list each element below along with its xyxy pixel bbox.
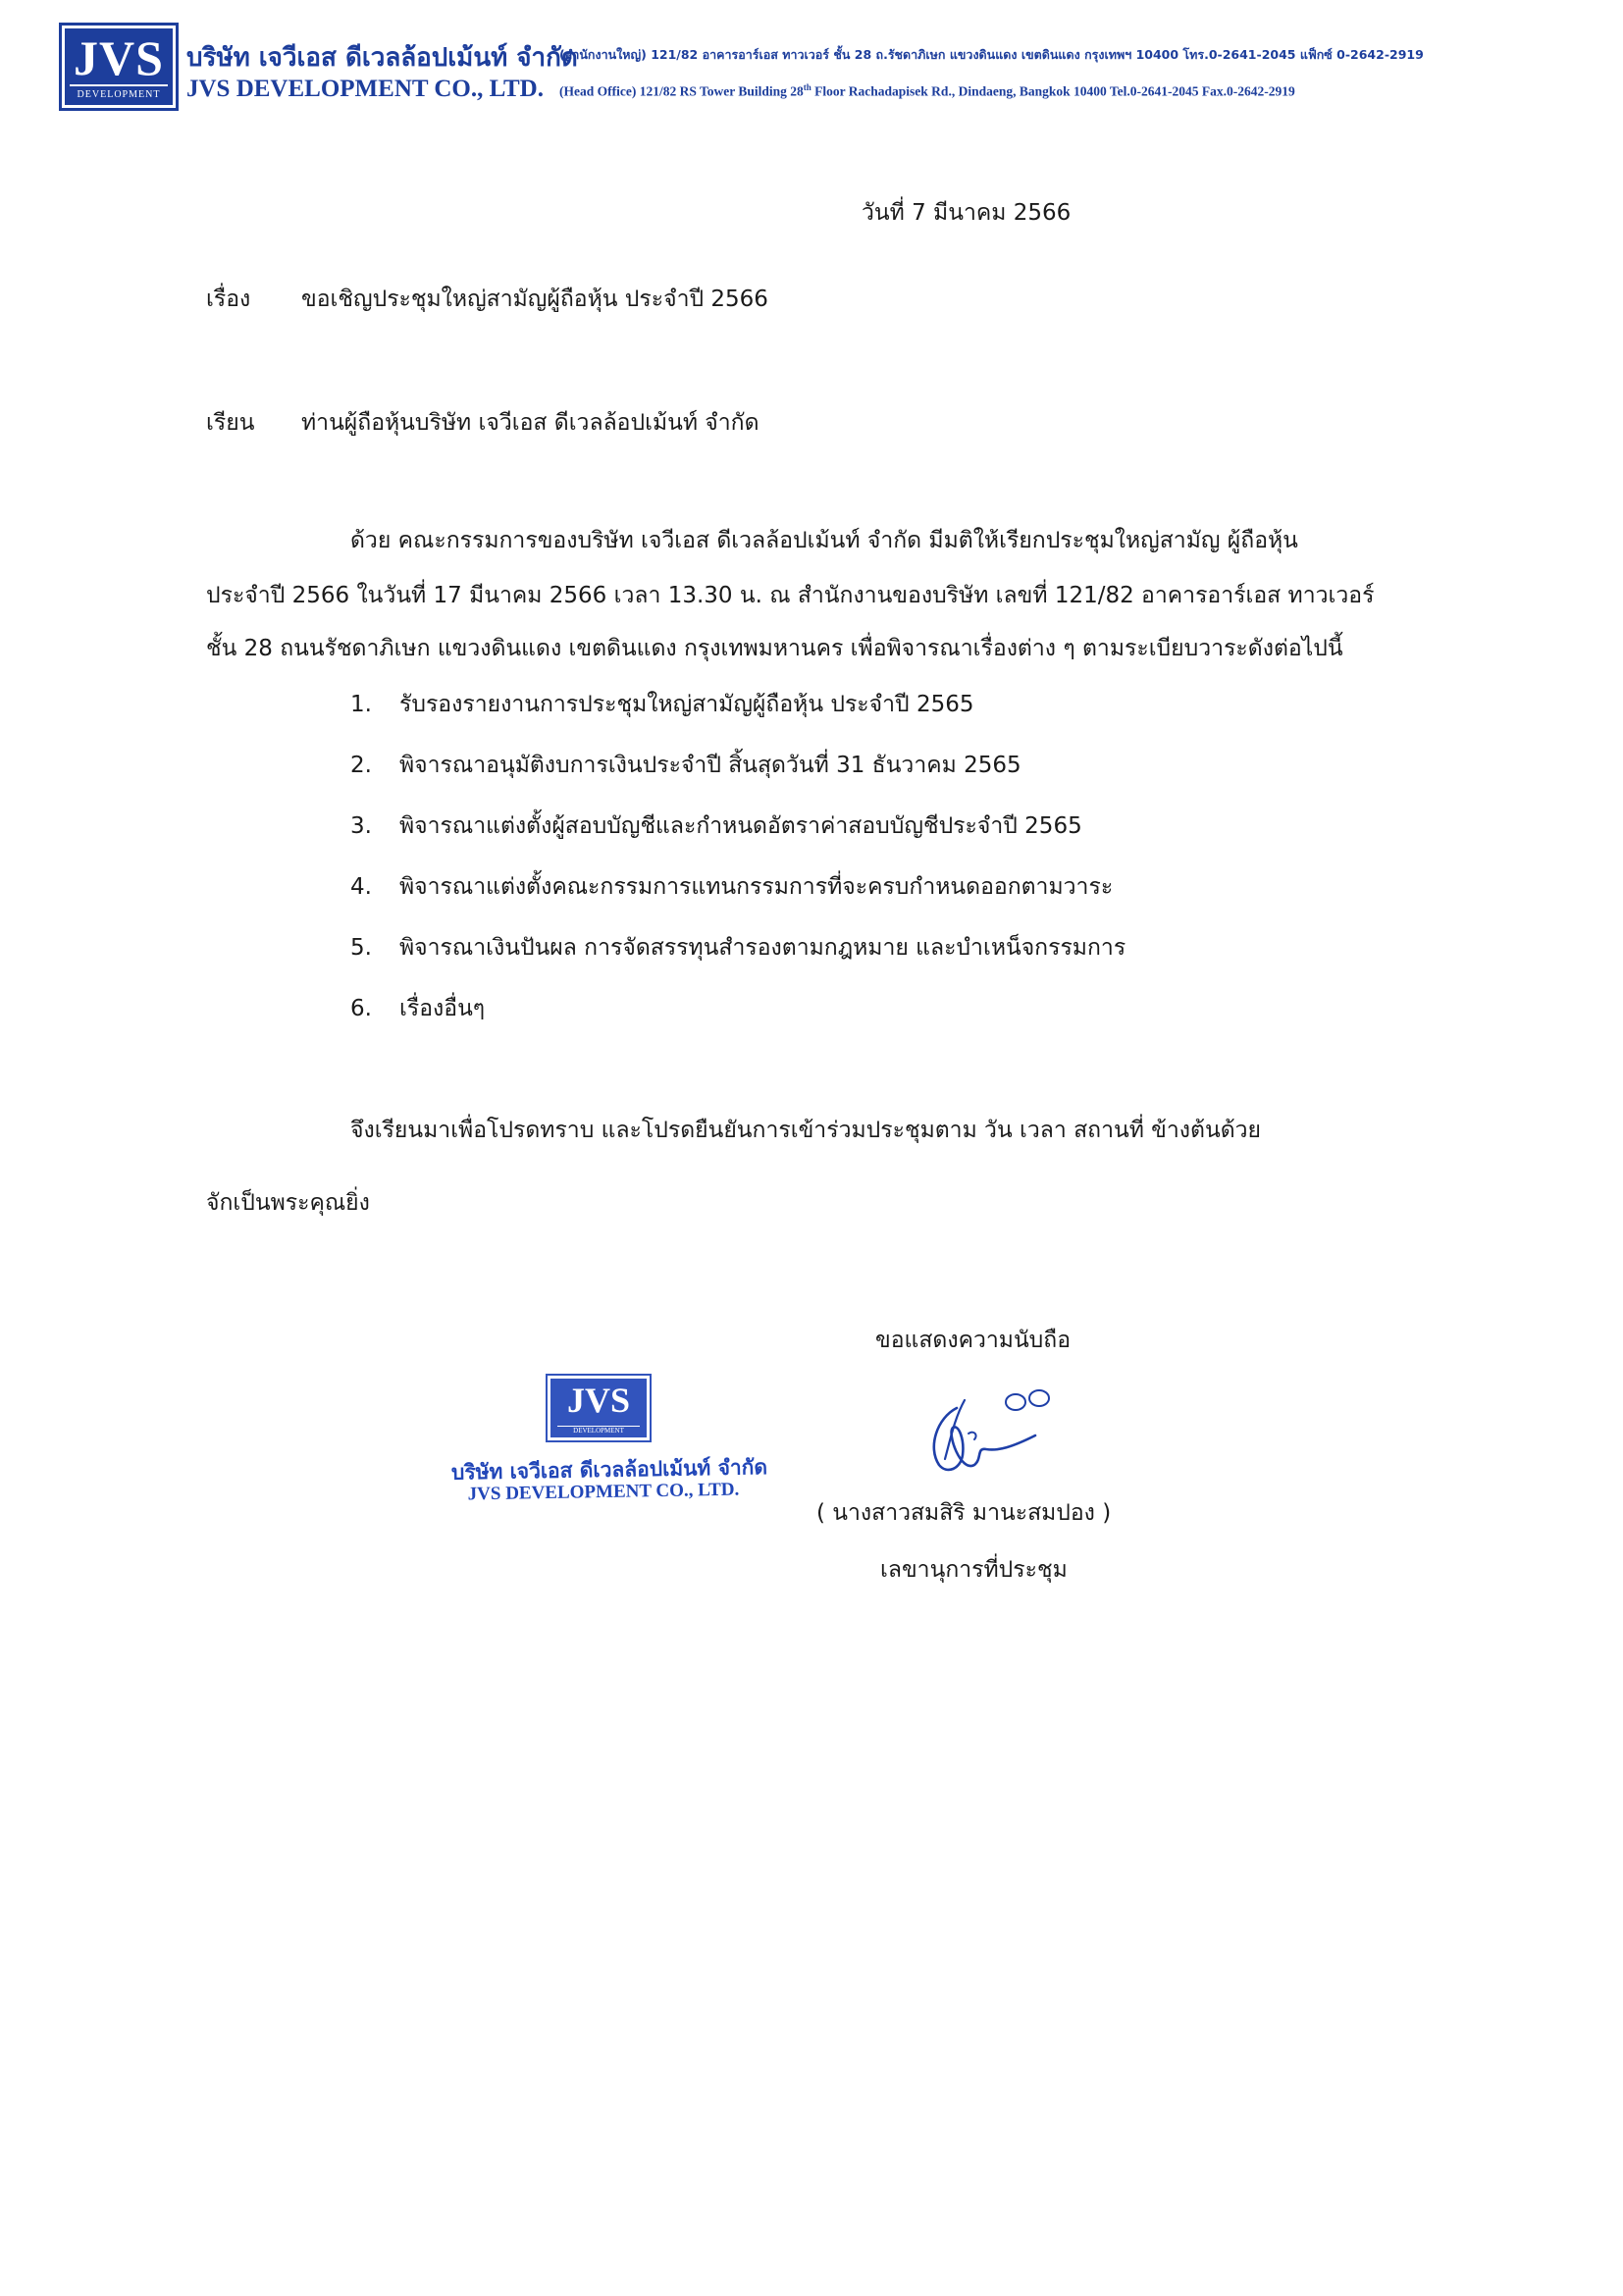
handwritten-signature xyxy=(917,1379,1074,1487)
agenda-item: 4. พิจารณาแต่งตั้งคณะกรรมการแทนกรรมการที่จะครบกำหนดออกตามวาระ xyxy=(350,874,1114,900)
stamp-logo-text: JVS xyxy=(566,1381,631,1420)
stamp-company-thai: บริษัท เจวีเอส ดีเวลล้อปเม้นท์ จำกัด xyxy=(450,1455,768,1485)
agenda-item: 2. พิจารณาอนุมัติงบการเงินประจำปี สิ้นสุดวันที่ 31 ธันวาคม 2565 xyxy=(350,753,1021,778)
recipient-label: เรียน xyxy=(206,410,255,436)
letter-date: วันที่ 7 มีนาคม 2566 xyxy=(862,200,1072,226)
company-logo xyxy=(59,23,179,111)
body-line: ประจำปี 2566 ในวันที่ 17 มีนาคม 2566 เวลา 13.30 น. ณ สำนักงานของบริษัท เลขที่ 121/82 อาคารอาร์เอส ทาวเวอร์ xyxy=(206,583,1375,608)
body-line: ชั้น 28 ถนนรัชดาภิเษก แขวงดินแดง เขตดินแดง กรุงเทพมหานคร เพื่อพิจารณาเรื่องต่าง ๆ ตามระเบียบวาระดังต่อไปนี้ xyxy=(206,636,1343,661)
sign-off: ขอแสดงความนับถือ xyxy=(875,1328,1072,1353)
signer-name: ( นางสาวสมสิริ มานะสมปอง ) xyxy=(816,1500,1112,1526)
head-office-address-thai: (สำนักงานใหญ่) 121/82 อาคารอาร์เอส ทาวเวอร์ ชั้น 28 ถ.รัชดาภิเษก แขวงดินแดง เขตดินแดง กรุงเทพฯ 10400 โทร.0-2641-2045 แฟ็กซ์ 0-2642-2919 xyxy=(559,47,1424,62)
subject-text: ขอเชิญประชุมใหญ่สามัญผู้ถือหุ้น ประจำปี 2566 xyxy=(301,287,768,312)
company-name-thai: บริษัท เจวีเอส ดีเวลล้อปเม้นท์ จำกัด xyxy=(186,43,578,73)
logo-text: JVS xyxy=(74,30,164,85)
recipient-text: ท่านผู้ถือหุ้นบริษัท เจวีเอส ดีเวลล้อปเม้นท์ จำกัด xyxy=(301,410,759,436)
agenda-item: 1. รับรองรายงานการประชุมใหญ่สามัญผู้ถือหุ้น ประจำปี 2565 xyxy=(350,692,974,717)
agenda-item: 5. พิจารณาเงินปันผล การจัดสรรทุนสำรองตามกฎหมาย และบำเหน็จกรรมการ xyxy=(350,935,1126,961)
stamp-logo-subtext: DEVELOPMENT xyxy=(557,1426,640,1435)
stamp-company-english: JVS DEVELOPMENT CO., LTD. xyxy=(467,1479,740,1505)
stamp-logo xyxy=(546,1374,652,1442)
subject-label: เรื่อง xyxy=(206,287,251,312)
company-name-english: JVS DEVELOPMENT CO., LTD. xyxy=(186,76,544,102)
agenda-item: 3. พิจารณาแต่งตั้งผู้สอบบัญชีและกำหนดอัตราค่าสอบบัญชีประจำปี 2565 xyxy=(350,813,1082,839)
logo-subtext: DEVELOPMENT xyxy=(70,84,168,100)
signer-position: เลขานุการที่ประชุม xyxy=(880,1557,1068,1583)
closing-line: จักเป็นพระคุณยิ่ง xyxy=(206,1190,370,1216)
closing-line: จึงเรียนมาเพื่อโปรดทราบ และโปรดยืนยันการเข้าร่วมประชุมตาม วัน เวลา สถานที่ ข้างต้นด้วย xyxy=(350,1118,1262,1143)
agenda-item: 6. เรื่องอื่นๆ xyxy=(350,996,486,1021)
head-office-address-english: (Head Office) 121/82 RS Tower Building 28th Floor Rachadapisek Rd., Dindaeng, Bangkok 10400 Tel.0-2641-2045 Fax.0-2642-2919 xyxy=(559,82,1295,99)
body-line: ด้วย คณะกรรมการของบริษัท เจวีเอส ดีเวลล้อปเม้นท์ จำกัด มีมติให้เรียกประชุมใหญ่สามัญ ผู้ถือหุ้น xyxy=(350,528,1298,553)
company-stamp xyxy=(450,1374,768,1511)
